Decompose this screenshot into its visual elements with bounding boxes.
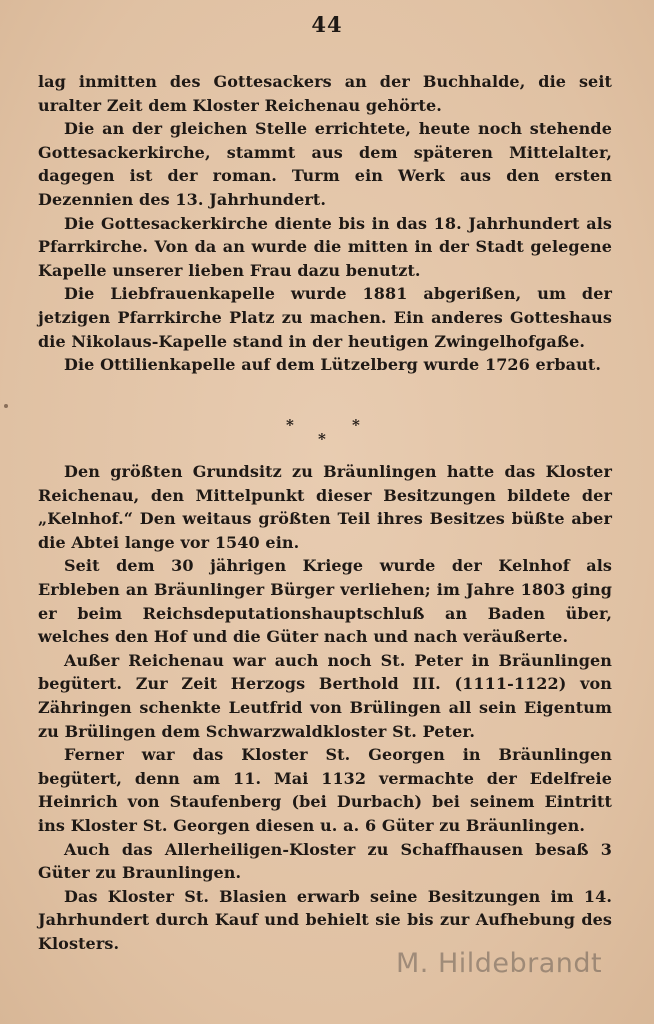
text-section-2 bbox=[38, 460, 612, 955]
paragraph: Auch das Allerheiligen-Kloster zu Schaffhausen besaß 3 Güter zu Braunlingen. bbox=[38, 839, 612, 883]
paragraph: Seit dem 30 jährigen Kriege wurde der Kelnhof als Erbleben an Bräunlinger Bürger verliehen; im Jahre 1803 ging er beim Reichsdeputationshauptschluß an Baden über, welches den Hof und die Güter nach und nach veräußerte. bbox=[38, 556, 612, 647]
separator-star: * bbox=[286, 416, 294, 434]
paragraph: Die Ottilienkapelle auf dem Lützelberg wurde 1726 erbaut. bbox=[64, 355, 602, 375]
paragraph: Den größten Grundsitz zu Bräunlingen hatte das Kloster Reichenau, den Mittelpunkt dieser Besitzungen bildete der „Kelnhof.“ Den weitaus größten Teil ihres Besitzes büßte aber die Abtei lange vor 1540 ein. bbox=[38, 462, 612, 552]
watermark: M. Hildebrandt bbox=[396, 948, 603, 979]
section-separator bbox=[0, 414, 654, 454]
paragraph: Die Liebfrauenkapelle wurde 1881 abgerißen, um der jetzigen Pfarrkirche Platz zu machen. Ein anderes Gotteshaus die Nikolaus-Kapelle stand in der heutigen Zwingelhofgaße. bbox=[38, 284, 612, 351]
paragraph: Außer Reichenau war auch noch St. Peter in Bräunlingen begütert. Zur Zeit Herzogs Berthold III. (1111-1122) von Zähringen schenkte Leutfrid von Brülingen all sein Eigentum zu Brülingen dem Schwarzwaldkloster St. Peter. bbox=[38, 650, 612, 741]
paragraph: Die Gottesackerkirche diente bis in das 18. Jahrhundert als Pfarrkirche. Von da an wurde die mitten in der Stadt gelegene Kapelle unserer lieben Frau dazu benutzt. bbox=[38, 213, 612, 280]
text-section-1 bbox=[38, 70, 612, 377]
paragraph: Ferner war das Kloster St. Georgen in Bräunlingen begütert, denn am 11. Mai 1132 vermachte der Edelfreie Heinrich von Staufenberg (bei Durbach) bei seinem Eintritt ins Kloster St. Georgen diesen u. a. 6 Güter zu Bräunlingen. bbox=[38, 745, 612, 835]
separator-star: * bbox=[352, 416, 360, 434]
paragraph: Die an der gleichen Stelle errichtete, heute noch stehende Gottesackerkirche, stammt aus dem späteren Mittelalter, dagegen ist der roman. Turm ein Werk aus den ersten Dezennien des 13. Jahrhundert. bbox=[38, 119, 612, 209]
paragraph: Das Kloster St. Blasien erwarb seine Besitzungen im 14. Jahrhundert durch Kauf und behielt sie bis zur Aufhebung des Klosters. bbox=[38, 886, 612, 953]
paper-speck bbox=[4, 404, 8, 408]
paragraph: lag inmitten des Gottesackers an der Buchhalde, die seit uralter Zeit dem Kloster Reichenau gehörte. bbox=[38, 72, 612, 115]
separator-star: * bbox=[318, 430, 326, 448]
page-number: 44 bbox=[311, 12, 343, 37]
